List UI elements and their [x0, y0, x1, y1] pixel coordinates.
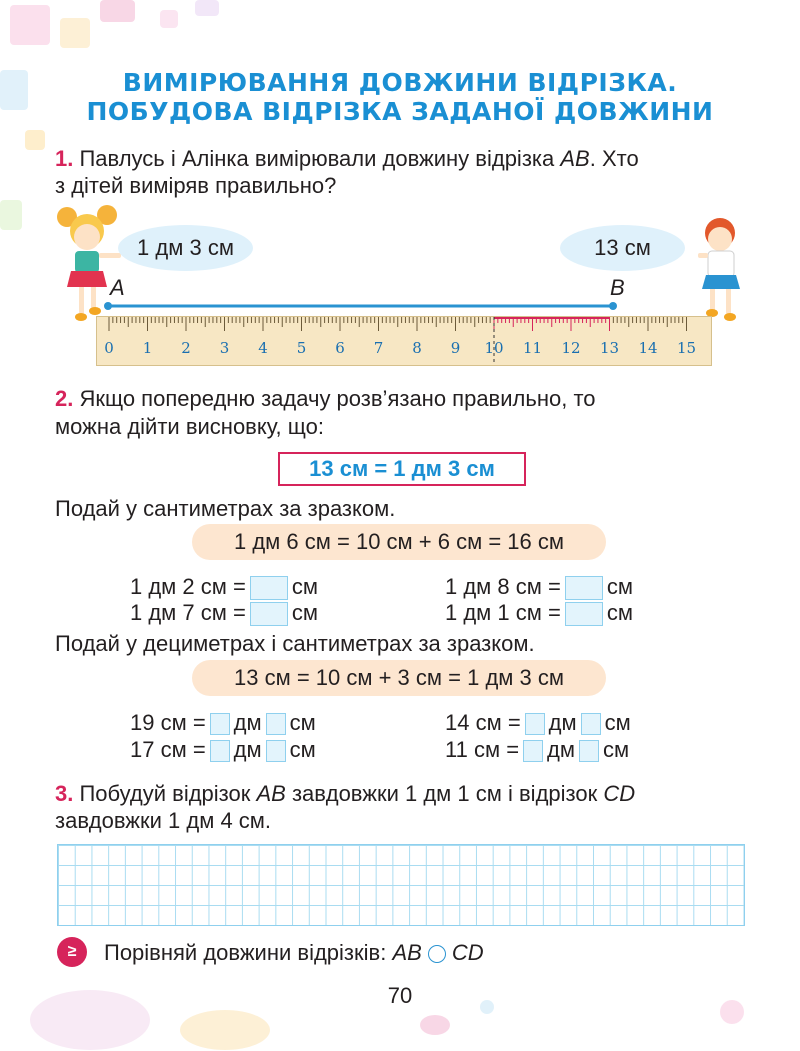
- ruler-label: 15: [676, 339, 697, 357]
- answer-box[interactable]: [565, 602, 603, 626]
- ruler: [96, 316, 712, 366]
- speech-bubble-boy: 13 см: [560, 225, 685, 271]
- answer-box[interactable]: [579, 740, 599, 762]
- ruler-label: 13: [599, 339, 620, 357]
- unit-label: дм: [547, 737, 576, 762]
- example-decimeters: 13 см = 10 см + 3 см = 1 дм 3 см: [192, 660, 606, 696]
- task1-ab: AB: [560, 146, 590, 171]
- task3-ab: AB: [256, 781, 286, 806]
- task2-text-line1: Якщо попередню задачу розв’язано правильно, то: [73, 386, 596, 411]
- unit-label: см: [291, 574, 318, 599]
- unit-label: дм: [548, 710, 577, 735]
- task3-cd: CD: [603, 781, 636, 806]
- exercise-label: 1 дм 7 см =: [130, 600, 246, 625]
- unit-label: см: [603, 737, 630, 762]
- compare-text: [104, 940, 484, 966]
- exercise-label: 19 см =: [130, 710, 206, 735]
- task2-number: 2.: [55, 386, 74, 411]
- segment-ab: [100, 300, 620, 312]
- task2-text: [55, 386, 745, 412]
- exercise-row: [445, 574, 633, 600]
- exercise-label: 1 дм 2 см =: [130, 574, 246, 599]
- unit-label: см: [604, 710, 631, 735]
- ruler-label: 12: [561, 339, 581, 357]
- speech-bubble-girl: 1 дм 3 см: [118, 225, 253, 271]
- unit-label: см: [289, 737, 316, 762]
- exercise-label: 11 см =: [445, 737, 520, 762]
- task3-text-line2: завдовжки 1 дм 4 см.: [55, 808, 272, 833]
- unit-label: см: [291, 600, 318, 625]
- exercise-label: 14 см =: [445, 710, 521, 735]
- compare-circle[interactable]: [428, 945, 446, 963]
- page-title-line1: ВИМІРЮВАННЯ ДОВЖИНИ ВІДРІЗКА.: [122, 68, 678, 97]
- task3-text-b: завдовжки 1 дм 1 см і відрізок: [285, 781, 604, 806]
- exercise-row: [130, 574, 318, 600]
- ruler-label: 1: [142, 339, 153, 357]
- answer-box[interactable]: [565, 576, 603, 600]
- ruler-label: 2: [181, 339, 191, 357]
- ruler-label: 6: [335, 339, 345, 357]
- answer-box[interactable]: [210, 740, 230, 762]
- page-title-line2: ПОБУДОВА ВІДРІЗКА ЗАДАНОЇ ДОВЖИНИ: [86, 97, 714, 126]
- ruler-label: 3: [219, 339, 230, 357]
- exercise-row: [130, 737, 316, 763]
- compare-cd: CD: [451, 940, 484, 965]
- instruction-decimeters: Подай у дециметрах і сантиметрах за зразком.: [55, 631, 535, 656]
- exercise-row: [130, 710, 316, 736]
- unit-label: см: [289, 710, 316, 735]
- example-centimeters: 1 дм 6 см = 10 см + 6 см = 16 см: [192, 524, 606, 560]
- drawing-grid[interactable]: [57, 844, 745, 926]
- exercise-label: 1 дм 8 см =: [445, 574, 561, 599]
- ruler-label: 8: [412, 339, 422, 357]
- task2-text-line2: можна дійти висновку, що:: [55, 414, 324, 439]
- exercise-row: [445, 600, 633, 626]
- ruler-label: 11: [522, 339, 543, 357]
- task1-text: [55, 146, 755, 172]
- answer-box[interactable]: [581, 713, 601, 735]
- ruler-label: 9: [450, 339, 461, 357]
- boy-illustration: [690, 215, 750, 325]
- ruler-label: 10: [484, 339, 504, 357]
- compare-ab: AB: [392, 940, 422, 965]
- unit-label: дм: [233, 737, 262, 762]
- task1-text-b: . Хто: [589, 146, 639, 171]
- task1-text-line2: з дітей виміряв правильно?: [55, 173, 337, 198]
- conclusion-box: 13 см = 1 дм 3 см: [278, 452, 526, 486]
- point-b-label: B: [610, 275, 625, 300]
- ruler-ticks: [97, 317, 711, 365]
- page-number: 70: [387, 983, 413, 1008]
- exercise-label: 17 см =: [130, 737, 206, 762]
- answer-box[interactable]: [250, 602, 288, 626]
- compare-icon: ≥: [57, 937, 87, 967]
- answer-box[interactable]: [266, 713, 286, 735]
- unit-label: дм: [233, 710, 262, 735]
- exercise-row: [130, 600, 318, 626]
- ruler-label: 14: [638, 339, 658, 357]
- answer-box[interactable]: [523, 740, 543, 762]
- ruler-label: 4: [258, 339, 268, 357]
- point-a-label: A: [110, 275, 125, 300]
- answer-box[interactable]: [525, 713, 545, 735]
- task1-text-a: Павлусь і Алінка вимірювали довжину відрізка: [73, 146, 561, 171]
- exercise-label: 1 дм 1 см =: [445, 600, 561, 625]
- compare-label: Порівняй довжини відрізків:: [104, 940, 393, 965]
- task3-number: 3.: [55, 781, 74, 806]
- answer-box[interactable]: [210, 713, 230, 735]
- task3-text-a: Побудуй відрізок: [73, 781, 257, 806]
- task1-number: 1.: [55, 146, 74, 171]
- ruler-label: 0: [104, 339, 114, 357]
- unit-label: см: [606, 574, 633, 599]
- instruction-centimeters: Подай у сантиметрах за зразком.: [55, 496, 396, 521]
- answer-box[interactable]: [250, 576, 288, 600]
- ruler-label: 5: [296, 339, 307, 357]
- answer-box[interactable]: [266, 740, 286, 762]
- ruler-label: 7: [373, 339, 384, 357]
- exercise-row: [445, 737, 629, 763]
- exercise-row: [445, 710, 631, 736]
- unit-label: см: [606, 600, 633, 625]
- task3-text: [55, 781, 755, 807]
